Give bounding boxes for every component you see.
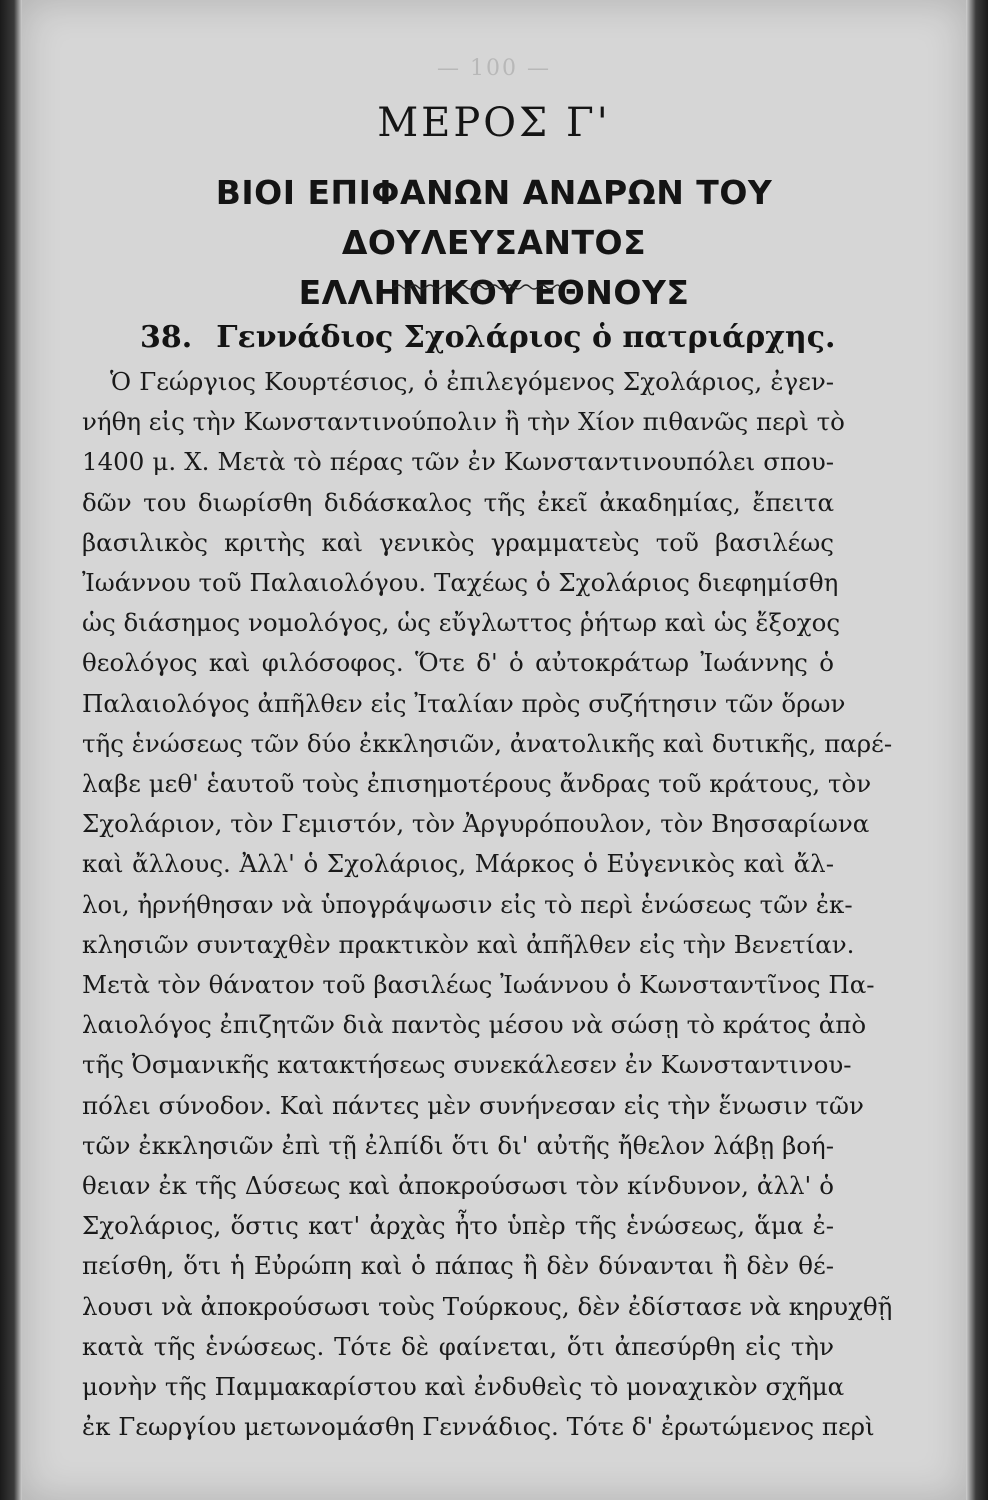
text-line: πόλει σύνοδον. Καὶ πάντες μὲν συνήνεσαν εἰς τὴν ἕνωσιν τῶν [82,1090,864,1120]
text-line: Σχολάριος, ὅστις κατ' ἀρχὰς ἦτο ὑπὲρ τῆς ἑνώσεως, ἅμα ἐ- [82,1211,834,1241]
text-line: θειαν ἐκ τῆς Δύσεως καὶ ἀποκρούσωσι τὸν κίνδυνον, ἀλλ' ὁ [82,1171,834,1201]
text-line: τῆς ἑνώσεως τῶν δύο ἐκκλησιῶν, ἀνατολικῆς καὶ δυτικῆς, παρέ- [82,728,893,758]
text-line: ἐκ Γεωργίου μετωνομάσθη Γεννάδιος. Τότε δ' ἐρωτώμενος περὶ [82,1412,875,1442]
section-number: 38. [140,320,193,355]
text-line: δῶν του διωρίσθη διδάσκαλος τῆς ἐκεῖ ἀκαδημίας, ἔπειτα [82,487,834,517]
wavy-rule-ornament [392,282,562,292]
chapter-heading-line-1: ΒΙΟΙ ΕΠΙΦΑΝΩΝ ΑΝΔΡΩΝ ΤΟΥ ΔΟΥΛΕΥΣΑΝΤΟΣ [215,173,773,262]
text-line: κατὰ τῆς ἑνώσεως. Τότε δὲ φαίνεται, ὅτι ἀπεσύρθη εἰς τὴν [82,1331,834,1361]
text-line: βασιλικὸς κριτὴς καὶ γενικὸς γραμματεὺς τοῦ βασιλέως [82,527,834,557]
part-title: ΜΕΡΟΣ Γ' [377,100,611,146]
text-line: νήθη εἰς τὴν Κωνσταντινούπολιν ἢ τὴν Χίον πιθανῶς περὶ τὸ [82,407,845,437]
text-line: ὡς διάσημος νομολόγος, ὡς εὔγλωττος ῥήτωρ καὶ ὡς ἔξοχος [82,608,841,638]
text-line: θεολόγος καὶ φιλόσοφος. Ὅτε δ' ὁ αὐτοκράτωρ Ἰωάννης ὁ [82,648,834,678]
text-line: Σχολάριον, τὸν Γεμιστόν, τὸν Ἀργυρόπουλον, τὸν Βησσαρίωνα [82,809,870,839]
text-line: Ἰωάννου τοῦ Παλαιολόγου. Ταχέως ὁ Σχολάριος διεφημίσθη [82,568,839,598]
text-line: πείσθη, ὅτι ἡ Εὐρώπη καὶ ὁ πάπας ἢ δὲν δύνανται ἢ δὲν θέ- [82,1251,834,1281]
text-line: λαβε μεθ' ἑαυτοῦ τοὺς ἐπισημοτέρους ἄνδρας τοῦ κράτους, τὸν [82,769,872,799]
text-line: λουσι νὰ ἀποκρούσωσι τοὺς Τούρκους, δὲν ἐδίστασε νὰ κηρυχθῇ [82,1291,893,1321]
text-line: τῶν ἐκκλησιῶν ἐπὶ τῇ ἐλπίδι ὅτι δι' αὐτῆς ἤθελον λάβῃ βοή- [82,1130,834,1160]
book-page [22,0,966,1500]
text-line: κλησιῶν συνταχθὲν πρακτικὸν καὶ ἀπῆλθεν εἰς τὴν Βενετίαν. [82,929,855,959]
body-text [82,362,893,1447]
text-line: Ὁ Γεώργιος Κουρτέσιος, ὁ ἐπιλεγόμενος Σχολάριος, ἐγεν- [110,367,834,396]
section-heading [140,320,906,355]
text-line: μονὴν τῆς Παμμακαρίστου καὶ ἐνδυθεὶς τὸ μοναχικὸν σχῆμα [82,1372,845,1402]
running-head: — 100 — [437,56,551,81]
text-line: λαιολόγος ἐπιζητῶν διὰ παντὸς μέσου νὰ σώσῃ τὸ κράτος ἀπὸ [82,1010,867,1040]
chapter-heading [82,168,906,318]
text-line: καὶ ἄλλους. Ἀλλ' ὁ Σχολάριος, Μάρκος ὁ Εὐγενικὸς καὶ ἄλ- [82,849,834,879]
text-line: λοι, ἠρνήθησαν νὰ ὑπογράψωσιν εἰς τὸ περὶ ἑνώσεως τῶν ἐκ- [82,889,853,919]
text-line: 1400 μ. Χ. Μετὰ τὸ πέρας τῶν ἐν Κωνσταντινουπόλει σπου- [82,447,834,477]
section-title: Γεννάδιος Σχολάριος ὁ πατριάρχης. [216,320,836,355]
chapter-heading-line-2: ΕΛΛΗΝΙΚΟΥ ΕΘΝΟΥΣ [298,273,690,312]
text-line: Μετὰ τὸν θάνατον τοῦ βασιλέως Ἰωάννου ὁ Κωνσταντῖνος Πα- [82,970,875,1000]
text-line: τῆς Ὀσμανικῆς κατακτήσεως συνεκάλεσεν ἐν Κωνσταντινου- [82,1050,852,1080]
text-line: Παλαιολόγος ἀπῆλθεν εἰς Ἰταλίαν πρὸς συζήτησιν τῶν ὅρων [82,688,846,718]
